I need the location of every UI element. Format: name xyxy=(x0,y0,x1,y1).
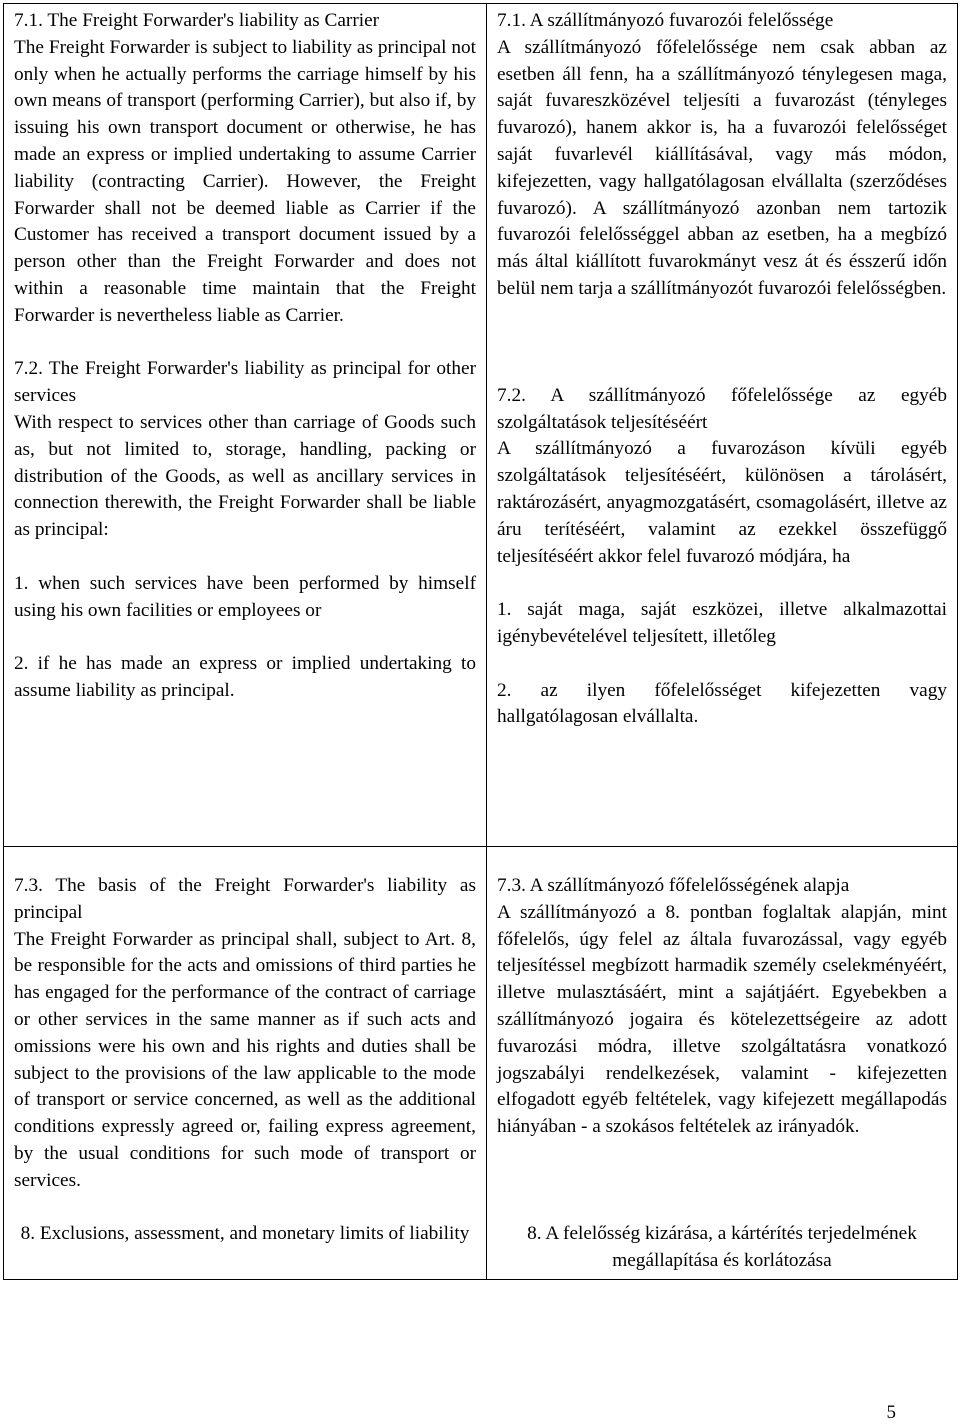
section-7-3-body-hu: A szállítmányozó a 8. pontban foglaltak alapján, mint főfelelős, úgy felel az általa fuvarozással, vagy egyéb teljesítéssel megbízott harmadik személy cselekményéért, illetve mulasztásáért, mint a sajátjáért. Egyebekben a szállítmányozó jogaira és kötelezettségeire az adott fuvarozási módra, illetve szolgáltatásra vonatkozó jogszabályi rendelkezések, valamint - kifejezetten elfogadott egyéb feltételek, vagy kifejezett megállapodás hiányában - a szokásos feltételek az irányadók. xyxy=(497,901,947,1138)
section-7-2-body-en: With respect to services other than carriage of Goods such as, but not limited to, storage, handling, packing or distribution of the Goods, as well as ancillary services in connection therewith, the Freight Forwarder shall be liable as principal: xyxy=(14,411,476,541)
section-7-3-body-en: The Freight Forwarder as principal shall, subject to Art. 8, be responsible for the acts and omissions of third parties he has engaged for the performance of the contract of carriage or other services in the same manner as if such acts and omissions were his own and his rights and duties shall be subject to the provisions of the law applicable to the mode of transport or service concerned, as well as the additional conditions expressly agreed or, failing express agreement, by the usual conditions for such mode of transport or services. xyxy=(14,928,476,1191)
section-7-2-item-2-hu: 2. az ilyen főfelelősséget kifejezetten vagy hallgatólagosan elvállalta. xyxy=(497,679,947,728)
table-row xyxy=(4,4,958,847)
section-7-3-title-hu: 7.3. A szállítmányozó főfelelősségének alapja xyxy=(497,875,850,896)
english-cell xyxy=(4,847,487,1280)
section-7-1-title-hu: 7.1. A szállítmányozó fuvarozói felelőssége xyxy=(497,10,834,31)
document-page xyxy=(3,3,957,1280)
hungarian-cell xyxy=(487,4,958,847)
section-8-title-hu: 8. A felelősség kizárása, a kártérítés terjedelmének megállapítása és korlátozása xyxy=(527,1222,917,1271)
english-cell xyxy=(4,4,487,847)
section-7-2-title-en: 7.2. The Freight Forwarder's liability as principal for other services xyxy=(14,358,476,407)
section-7-1-title-en: 7.1. The Freight Forwarder's liability as Carrier xyxy=(14,10,380,31)
section-7-2-body-hu: A szállítmányozó a fuvarozáson kívüli egyéb szolgáltatások teljesítéséért, különösen a tárolásért, raktározásért, anyagmozgatásért, csomagolásért, illetve az áru terítéséért, valamint az ezekkel összefüggő teljesítéséért akkor felel fuvarozó módjára, ha xyxy=(497,438,947,567)
section-7-1-body-en: The Freight Forwarder is subject to liability as principal not only when he actually performs the carriage himself by his own means of transport (performing Carrier), but also if, by issuing his own transport document or otherwise, he has made an express or implied undertaking to assume Carrier liability (contracting Carrier). However, the Freight Forwarder shall not be deemed liable as Carrier if the Customer has received a transport document issued by a person other than the Freight Forwarder and does not within a reasonable time maintain that the Freight Forwarder is nevertheless liable as Carrier. xyxy=(14,36,476,326)
section-7-3-title-en: 7.3. The basis of the Freight Forwarder's liability as principal xyxy=(14,875,476,923)
section-7-2-title-hu: 7.2. A szállítmányozó főfelelőssége az egyéb szolgáltatások teljesítéséért xyxy=(497,384,947,433)
bilingual-terms-table xyxy=(3,3,958,1280)
section-7-2-item-2-en: 2. if he has made an express or implied undertaking to assume liability as principal. xyxy=(14,653,476,701)
page-number: 5 xyxy=(886,1402,896,1423)
section-7-2-item-1-hu: 1. saját maga, saját eszközei, illetve alkalmazottai igénybevételével teljesített, illetőleg xyxy=(497,599,947,647)
table-row xyxy=(4,847,958,1280)
hungarian-cell xyxy=(487,847,958,1280)
section-7-1-body-hu: A szállítmányozó főfelelőssége nem csak abban az esetben áll fenn, ha a szállítmányozó ténylegesen maga, saját fuvareszközével teljesíti a fuvarozást (tényleges fuvarozó), hanem akkor is, ha a fuvarozói felelősséget saját fuvarlevél kiállításával, vagy más módon, kifejezetten, vagy hallgatólagosan elvállalta (szerződéses fuvarozó). A szállítmányozó azonban nem tartozik fuvarozói felelősséggel abban az esetben, ha a megbízó más által kiállított fuvarokmányt vesz át és ésszerű időn belül nem tarja a szállítmányozót fuvarozói felelősségben. xyxy=(497,36,947,299)
section-8-title-en: 8. Exclusions, assessment, and monetary limits of liability xyxy=(20,1223,470,1245)
section-7-2-item-1-en: 1. when such services have been performed by himself using his own facilities or employees or xyxy=(14,572,476,621)
